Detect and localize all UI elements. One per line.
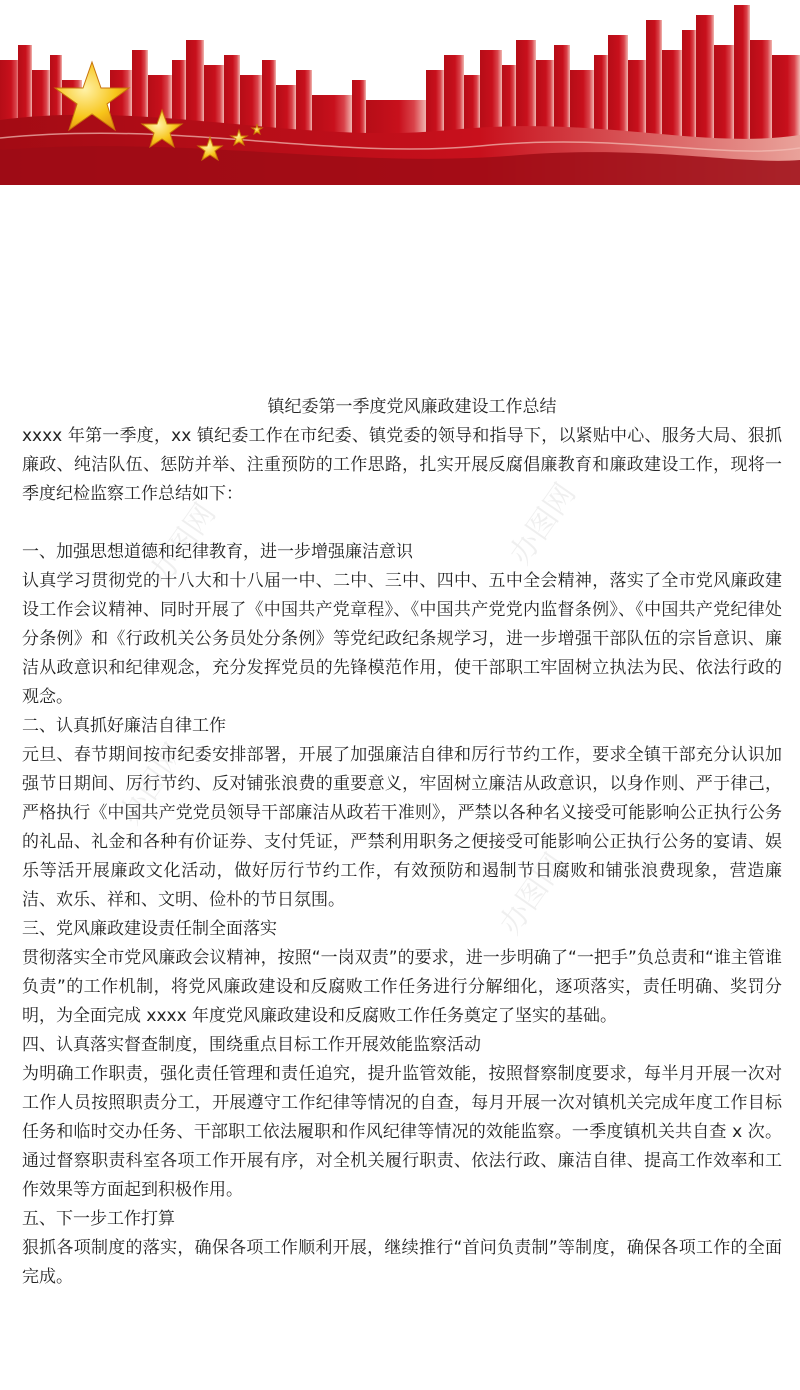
section-body: 认真学习贯彻党的十八大和十八届一中、二中、三中、四中、五中全会精神，落实了全市党风廉政建设工作会议精神、同时开展了《中国共产党章程》、《中国共产党党内监督条例》、《中国共产党纪律处分条例》和《行政机关公务员处分条例》等党纪政纪条规学习，进一步增强干部队伍的宗旨意识、廉洁从政意识和纪律观念，充分发挥党员的先锋模范作用，使干部职工牢固树立执法为民、依法行政的观念。 <box>22 571 782 707</box>
section-body: 贯彻落实全市党风廉政会议精神，按照“一岗双责”的要求，进一步明确了“一把手”负总责和“谁主管谁负责”的工作机制，将党风廉政建设和反腐败工作任务进行分解细化，逐项落实，责任明确、奖罚分明，为全面完成 xxxx 年度党风廉政建设和反腐败工作任务奠定了坚实的基础。 <box>22 948 782 1026</box>
watermark: 办图网 <box>112 737 194 831</box>
watermark: 办图网 <box>492 847 574 941</box>
section-body: 为明确工作职责，强化责任管理和责任追究，提升监管效能，按照督察制度要求，每半月开展一次对工作人员按照职责分工，开展遵守工作纪律等情况的自查，每月开展一次对镇机关完成年度工作目标任务和临时交办任务、干部职工依法履职和作风纪律等情况的效能监察。一季度镇机关共自查 x 次。通过督察职责科室各项工作开展有序，对全机关履行职责、依法行政、廉洁自律、提高工作效率和工作效果等方面起到积极作用。 <box>22 1064 782 1200</box>
document-body <box>22 393 782 1292</box>
intro-paragraph: xxxx 年第一季度，xx 镇纪委工作在市纪委、镇党委的领导和指导下，以紧贴中心、服务大局、狠抓廉政、纯洁队伍、惩防并举、注重预防的工作思路，扎实开展反腐倡廉教育和廉政建设工作，现将一季度纪检监察工作总结如下： <box>22 426 782 504</box>
banner-graphic <box>0 0 800 185</box>
section-body: 元旦、春节期间按市纪委安排部署，开展了加强廉洁自律和厉行节约工作，要求全镇干部充分认识加强节日期间、厉行节约、反对铺张浪费的重要意义，牢固树立廉洁从政意识，以身作则、严于律己，严格执行《中国共产党党员领导干部廉洁从政若干准则》，严禁以各种名义接受可能影响公正执行公务的礼品、礼金和各种有价证券、支付凭证，严禁利用职务之便接受可能影响公正执行公务的宴请、娱乐等活开展廉政文化活动，做好厉行节约工作，有效预防和遏制节日腐败和铺张浪费现象，营造廉洁、欢乐、祥和、文明、俭朴的节日氛围。 <box>22 745 782 910</box>
document-title: 镇纪委第一季度党风廉政建设工作总结 <box>267 397 557 417</box>
section-heading: 一、加强思想道德和纪律教育，进一步增强廉洁意识 <box>22 542 413 562</box>
paragraph-spacer <box>22 509 782 538</box>
section-heading: 四、认真落实督查制度，围绕重点目标工作开展效能监察活动 <box>22 1035 481 1055</box>
watermark: 办图网 <box>142 497 224 591</box>
watermark: 办图网 <box>502 477 584 571</box>
section-heading: 二、认真抓好廉洁自律工作 <box>22 716 226 736</box>
header-banner <box>0 0 800 185</box>
section-body: 狠抓各项制度的落实，确保各项工作顺利开展，继续推行“首问负责制”等制度，确保各项工作的全面完成。 <box>22 1238 782 1287</box>
section-heading: 三、党风廉政建设责任制全面落实 <box>22 919 277 939</box>
section-heading: 五、下一步工作打算 <box>22 1209 175 1229</box>
